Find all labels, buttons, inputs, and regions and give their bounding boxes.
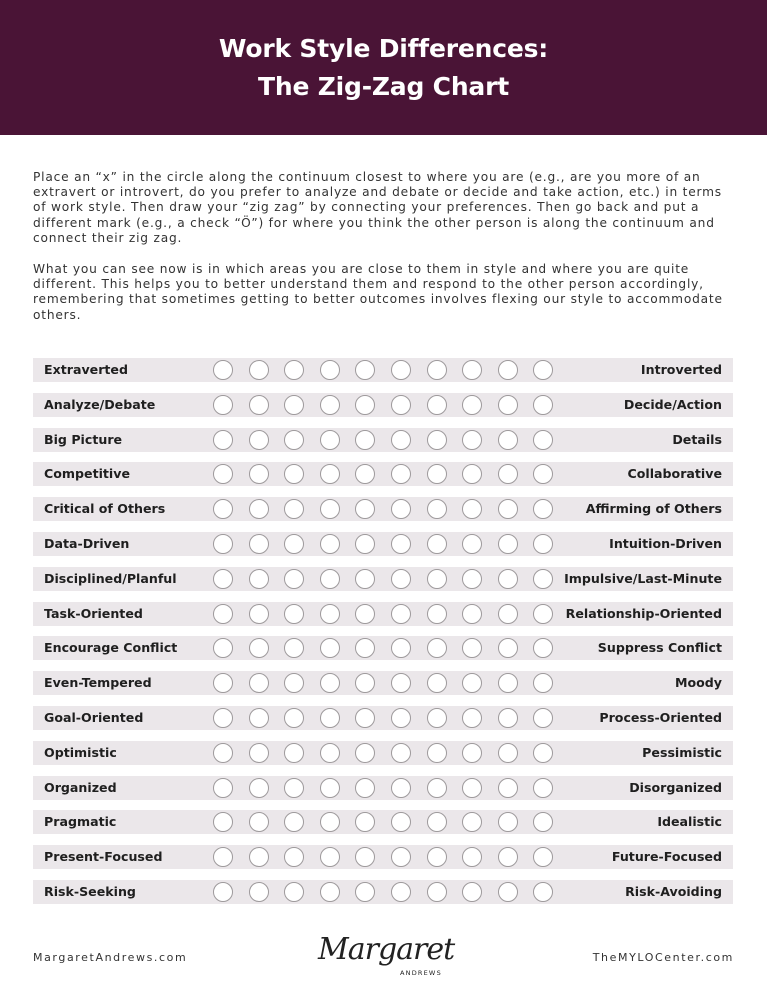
continuum-circle[interactable] [213,638,233,658]
continuum-circle[interactable] [533,569,553,589]
continuum-circle[interactable] [213,569,233,589]
continuum-circle[interactable] [498,847,518,867]
continuum-circle[interactable] [320,360,340,380]
continuum-left-label: Organized [44,779,117,795]
continuum-row [33,497,733,521]
continuum-circle[interactable] [427,882,447,902]
continuum-circle[interactable] [284,430,304,450]
continuum-circle[interactable] [213,464,233,484]
continuum-left-label: Optimistic [44,744,117,760]
continuum-circle[interactable] [284,534,304,554]
continuum-left-label: Goal-Oriented [44,709,144,725]
continuum-row [33,671,733,695]
continuum-circle[interactable] [213,360,233,380]
continuum-circle[interactable] [284,882,304,902]
continuum-circle[interactable] [498,812,518,832]
continuum-circle[interactable] [284,847,304,867]
continuum-circle[interactable] [391,604,411,624]
continuum-circle[interactable] [284,604,304,624]
continuum-circle[interactable] [427,743,447,763]
continuum-circle[interactable] [498,882,518,902]
continuum-circle[interactable] [249,534,269,554]
continuum-right-label: Collaborative [627,466,722,482]
continuum-circle[interactable] [391,569,411,589]
continuum-circle[interactable] [213,499,233,519]
continuum-circle[interactable] [498,743,518,763]
continuum-circle[interactable] [355,430,375,450]
continuum-circle[interactable] [320,638,340,658]
continuum-circle[interactable] [284,743,304,763]
continuum-left-label: Risk-Seeking [44,883,136,899]
continuum-circle[interactable] [462,708,482,728]
continuum-circle[interactable] [462,430,482,450]
continuum-circle[interactable] [462,778,482,798]
continuum-left-label: Disciplined/Planful [44,570,177,586]
continuum-circle[interactable] [391,499,411,519]
continuum-circle[interactable] [355,534,375,554]
continuum-circle[interactable] [498,395,518,415]
continuum-circle[interactable] [391,360,411,380]
continuum-right-label: Decide/Action [623,396,722,412]
continuum-left-label: Analyze/Debate [44,396,156,412]
continuum-circle[interactable] [249,430,269,450]
continuum-circle[interactable] [462,569,482,589]
continuum-circle[interactable] [533,638,553,658]
continuum-circle[interactable] [533,847,553,867]
continuum-circle[interactable] [427,464,447,484]
logo-subtext: ANDREWS [400,969,442,977]
continuum-circle[interactable] [284,499,304,519]
continuum-circle[interactable] [320,743,340,763]
continuum-circle[interactable] [284,708,304,728]
continuum-circle[interactable] [498,638,518,658]
continuum-right-label: Disorganized [629,779,722,795]
continuum-circle[interactable] [249,395,269,415]
continuum-circle[interactable] [462,847,482,867]
continuum-circle[interactable] [498,604,518,624]
continuum-circle[interactable] [391,743,411,763]
continuum-row [33,636,733,660]
continuum-circle[interactable] [249,743,269,763]
continuum-circle[interactable] [213,604,233,624]
continuum-circle[interactable] [213,847,233,867]
continuum-circle[interactable] [533,360,553,380]
continuum-circle[interactable] [427,847,447,867]
continuum-circle[interactable] [498,360,518,380]
continuum-circle[interactable] [462,673,482,693]
continuum-circle[interactable] [249,464,269,484]
continuum-circle[interactable] [355,708,375,728]
continuum-row [33,358,733,382]
continuum-circle[interactable] [427,430,447,450]
instructions-paragraph-1: Place an “x” in the circle along the continuum closest to where you are (e.g., are you more of an extravert or introvert, do you prefer to analyze and debate or decide and take action, etc.) in terms of work style. Then draw your “zig zag” by connecting your preferences. Then go back and put a different mark (e.g., a check “Ö”) for where you think the other person is along the continuum and connect their zig zag. [33,170,722,245]
continuum-circle[interactable] [249,604,269,624]
continuum-circle[interactable] [427,708,447,728]
continuum-right-label: Idealistic [657,814,722,830]
continuum-circle[interactable] [391,638,411,658]
continuum-right-label: Risk-Avoiding [625,883,722,899]
continuum-circle[interactable] [284,812,304,832]
continuum-circle[interactable] [320,464,340,484]
continuum-circle[interactable] [498,569,518,589]
title-line-1: Work Style Differences: [218,33,549,63]
continuum-circle[interactable] [213,882,233,902]
continuum-circle[interactable] [320,708,340,728]
continuum-circle[interactable] [249,847,269,867]
continuum-left-label: Pragmatic [44,814,117,830]
continuum-circle[interactable] [355,604,375,624]
continuum-circle[interactable] [249,673,269,693]
continuum-circle[interactable] [249,708,269,728]
continuum-circle[interactable] [355,464,375,484]
continuum-circle[interactable] [249,882,269,902]
continuum-circle[interactable] [213,430,233,450]
continuum-circle[interactable] [498,673,518,693]
continuum-right-label: Moody [674,675,722,691]
footer-left-url[interactable]: MargaretAndrews.com [33,951,188,964]
continuum-row [33,532,733,556]
continuum-circle[interactable] [533,778,553,798]
continuum-circle[interactable] [320,778,340,798]
continuum-right-label: Affirming of Others [585,501,722,517]
continuum-circle[interactable] [391,778,411,798]
continuum-circle[interactable] [320,847,340,867]
continuum-circle[interactable] [391,847,411,867]
continuum-circle[interactable] [213,743,233,763]
continuum-circle[interactable] [355,395,375,415]
continuum-circle[interactable] [355,882,375,902]
continuum-circle[interactable] [427,499,447,519]
continuum-circle[interactable] [391,534,411,554]
continuum-circle[interactable] [427,395,447,415]
continuum-left-label: Data-Driven [44,535,130,551]
continuum-circle[interactable] [533,812,553,832]
continuum-circle[interactable] [462,638,482,658]
continuum-row [33,567,733,591]
continuum-left-label: Extraverted [44,362,128,377]
continuum-circle[interactable] [391,464,411,484]
continuum-circle[interactable] [533,464,553,484]
continuum-circle[interactable] [355,778,375,798]
continuum-circle[interactable] [213,673,233,693]
continuum-circle[interactable] [213,778,233,798]
continuum-circle[interactable] [533,534,553,554]
continuum-row [33,776,733,800]
continuum-circle[interactable] [391,395,411,415]
continuum-circle[interactable] [249,499,269,519]
continuum-circle[interactable] [498,534,518,554]
continuum-circle[interactable] [284,673,304,693]
continuum-circle[interactable] [462,604,482,624]
continuum-circle[interactable] [462,882,482,902]
page-header [0,0,767,135]
continuum-circle[interactable] [427,778,447,798]
continuum-circle[interactable] [213,812,233,832]
continuum-circle[interactable] [427,604,447,624]
continuum-circle[interactable] [391,882,411,902]
continuum-circle[interactable] [213,395,233,415]
continuum-row [33,706,733,730]
continuum-circle[interactable] [249,569,269,589]
logo-script: Margaret [318,932,455,967]
continuum-circle[interactable] [249,812,269,832]
continuum-circle[interactable] [320,569,340,589]
continuum-circle[interactable] [498,430,518,450]
continuum-right-label: Intuition-Driven [609,535,722,551]
continuum-circle[interactable] [498,778,518,798]
continuum-left-label: Competitive [44,466,130,482]
continuum-row [33,880,733,904]
title-line-2: The Zig-Zag Chart [258,71,509,101]
continuum-circle[interactable] [427,534,447,554]
continuum-circle[interactable] [462,395,482,415]
continuum-circle[interactable] [320,812,340,832]
continuum-circle[interactable] [462,464,482,484]
continuum-circle[interactable] [355,847,375,867]
continuum-right-label: Suppress Conflict [597,640,722,656]
continuum-circle[interactable] [462,812,482,832]
continuum-circle[interactable] [533,430,553,450]
continuum-circle[interactable] [213,708,233,728]
continuum-circle[interactable] [462,743,482,763]
continuum-circle[interactable] [533,395,553,415]
continuum-circle[interactable] [462,360,482,380]
continuum-right-label: Details [672,431,722,447]
continuum-circle[interactable] [533,499,553,519]
continuum-circle[interactable] [498,708,518,728]
continuum-circle[interactable] [284,569,304,589]
continuum-circle[interactable] [427,360,447,380]
footer-right-url[interactable]: TheMYLOCenter.com [592,951,734,964]
continuum-right-label: Pessimistic [642,744,722,760]
continuum-left-label: Even-Tempered [44,675,152,691]
continuum-circle[interactable] [427,569,447,589]
continuum-row [33,741,733,765]
continuum-circle[interactable] [213,534,233,554]
continuum-row [33,810,733,834]
continuum-left-label: Present-Focused [44,849,163,865]
continuum-circle[interactable] [355,499,375,519]
continuum-circle[interactable] [355,360,375,380]
continuum-circle[interactable] [284,778,304,798]
continuum-circle[interactable] [533,604,553,624]
continuum-circle[interactable] [320,499,340,519]
continuum-circle[interactable] [533,673,553,693]
continuum-circle[interactable] [391,673,411,693]
continuum-row [33,462,733,486]
continuum-right-label: Process-Oriented [599,709,722,725]
continuum-circle[interactable] [391,708,411,728]
continuum-circle[interactable] [533,882,553,902]
continuum-circle[interactable] [427,812,447,832]
continuum-circle[interactable] [355,743,375,763]
instructions [33,170,735,339]
continuum-circle[interactable] [284,360,304,380]
continuum-row [33,428,733,452]
continuum-row [33,602,733,626]
continuum-circle[interactable] [284,395,304,415]
continuum-right-label: Impulsive/Last-Minute [564,570,722,586]
continuum-circle[interactable] [320,534,340,554]
continuum-circle[interactable] [284,638,304,658]
continuum-left-label: Big Picture [44,431,123,447]
continuum-circle[interactable] [355,812,375,832]
continuum-circle[interactable] [462,499,482,519]
instructions-paragraph-2: What you can see now is in which areas you are close to them in style and where you are quite different. This helps you to better understand them and respond to the other person accordingly, remembering that sometimes getting to better outcomes involves flexing our style to accommodate others. [33,262,723,322]
margaret-andrews-logo [318,932,455,984]
continuum-circle[interactable] [320,673,340,693]
continuum-circle[interactable] [320,882,340,902]
continuum-circle[interactable] [320,395,340,415]
continuum-circle[interactable] [498,499,518,519]
continuum-circle[interactable] [249,778,269,798]
continuum-circle[interactable] [391,430,411,450]
continuum-left-label: Encourage Conflict [44,640,178,656]
continuum-circle[interactable] [462,534,482,554]
continuum-circle[interactable] [249,638,269,658]
continuum-circle[interactable] [355,569,375,589]
continuum-circle[interactable] [427,673,447,693]
continuum-circle[interactable] [533,708,553,728]
continuum-circle[interactable] [355,638,375,658]
continuum-circle[interactable] [284,464,304,484]
continuum-right-label: Introverted [640,362,722,377]
continuum-circle[interactable] [320,604,340,624]
continuum-right-label: Relationship-Oriented [565,605,722,621]
continuum-left-label: Task-Oriented [44,605,143,621]
continuum-left-label: Critical of Others [44,501,166,517]
continuum-circle[interactable] [391,812,411,832]
zigzag-chart [33,358,733,915]
continuum-circle[interactable] [427,638,447,658]
continuum-right-label: Future-Focused [611,849,722,865]
continuum-circle[interactable] [533,743,553,763]
continuum-circle[interactable] [355,673,375,693]
continuum-circle[interactable] [249,360,269,380]
continuum-circle[interactable] [498,464,518,484]
continuum-circle[interactable] [320,430,340,450]
continuum-row [33,845,733,869]
continuum-row [33,393,733,417]
